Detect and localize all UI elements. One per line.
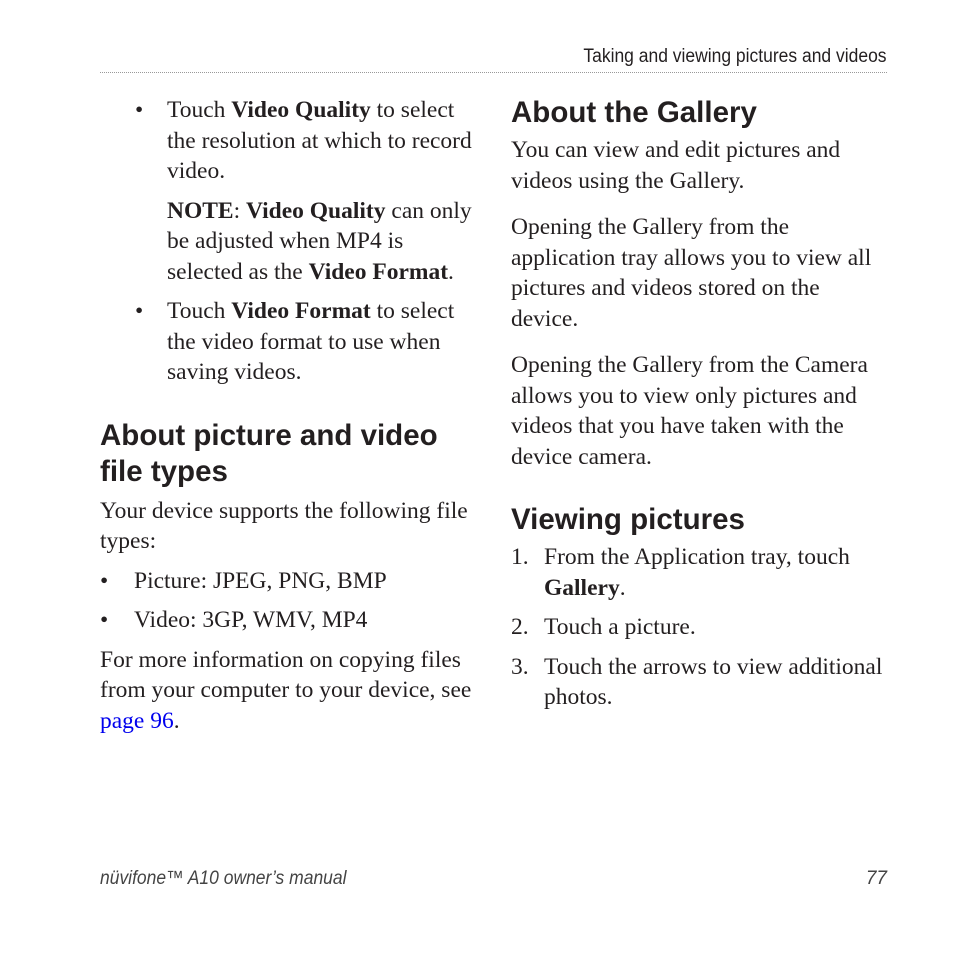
bullet-video-format <box>100 296 480 388</box>
bullet-mark: • <box>135 298 144 324</box>
page-link[interactable]: page 96 <box>100 707 174 734</box>
ui-term-video-quality: Video Quality <box>231 97 371 123</box>
footer-page-number: 77 <box>865 868 887 889</box>
gallery-paragraph-2: Opening the Gallery from the application tray allows you to view all pictures and videos stored on the device. <box>511 214 872 332</box>
note-label: NOTE <box>167 197 234 224</box>
step-2: 2. Touch a picture. <box>511 614 696 640</box>
ui-term-video-format: Video Format <box>231 298 371 324</box>
right-column <box>511 95 891 722</box>
running-header: Taking and viewing pictures and videos <box>583 46 887 67</box>
bullet-text: Touch Video Quality to select the resolution at which to record video. <box>167 97 472 184</box>
section-heading-viewing: Viewing pictures <box>511 503 745 536</box>
file-types-intro: Your device supports the following file types: <box>100 497 468 554</box>
left-column <box>100 95 480 744</box>
bullet-text: Touch Video Format to select the video format to use when saving videos. <box>167 298 455 385</box>
gallery-paragraph-1: You can view and edit pictures and videos using the Gallery. <box>511 137 841 194</box>
step-3: 3. Touch the arrows to view additional photos. <box>511 653 883 710</box>
gallery-paragraph-3: Opening the Gallery from the Camera allows you to view only pictures and videos that you have taken with the device camera. <box>511 352 868 470</box>
bullet-mark: • <box>135 97 144 123</box>
bullet-video-quality <box>100 95 480 187</box>
ui-term-gallery: Gallery <box>544 574 620 601</box>
header-divider <box>100 72 887 73</box>
step-1: 1. From the Application tray, touch Gallery. <box>511 544 850 601</box>
list-item-video-types: • Video: 3GP, WMV, MP4 <box>100 607 368 633</box>
section-heading-file-types: About picture and video file types <box>100 418 438 488</box>
section-heading-gallery: About the Gallery <box>511 96 757 129</box>
note-paragraph: NOTE: Video Quality can only be adjusted when MP4 is selected as the Video Format. <box>167 197 472 285</box>
footer-manual-title: nüvifone™ A10 owner’s manual <box>100 868 347 889</box>
more-info-paragraph: For more information on copying files from your computer to your device, see page 96. <box>100 646 472 734</box>
list-item-picture-types: • Picture: JPEG, PNG, BMP <box>100 567 387 594</box>
